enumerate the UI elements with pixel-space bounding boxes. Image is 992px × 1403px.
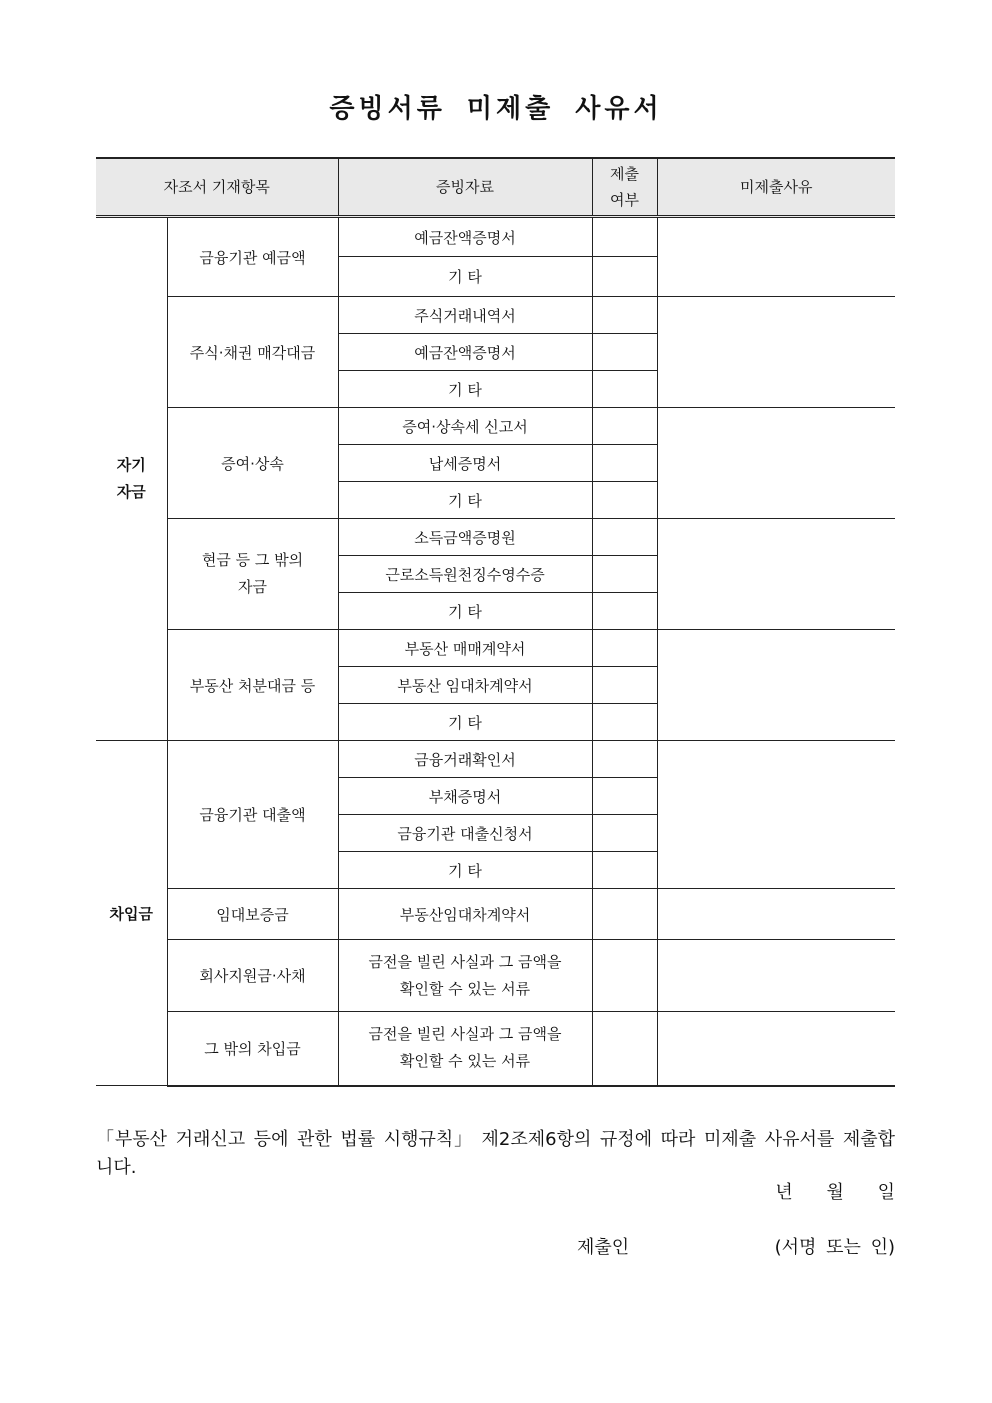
reason-cell[interactable] <box>657 519 895 630</box>
submitted-cell[interactable] <box>592 593 657 630</box>
evidence-table <box>96 157 895 1087</box>
evidence-doc: 주식거래내역서 <box>338 297 592 334</box>
submitted-cell[interactable] <box>592 482 657 519</box>
evidence-doc: 소득금액증명원 <box>338 519 592 556</box>
item-bank-loan: 금융기관 대출액 <box>167 741 338 889</box>
reason-cell[interactable] <box>657 297 895 408</box>
submitter-label: 제출인 <box>577 1237 630 1258</box>
table-header-row <box>96 158 895 217</box>
evidence-doc: 금융기관 대출신청서 <box>338 815 592 852</box>
submitted-cell[interactable] <box>592 940 657 1012</box>
reason-cell[interactable] <box>657 940 895 1012</box>
submitted-cell[interactable] <box>592 445 657 482</box>
header-evidence: 증빙자료 <box>338 158 592 217</box>
evidence-doc: 기 타 <box>338 482 592 519</box>
reason-cell[interactable] <box>657 217 895 297</box>
header-item: 자조서 기재항목 <box>96 158 338 217</box>
submitted-cell[interactable] <box>592 815 657 852</box>
evidence-doc: 부채증명서 <box>338 778 592 815</box>
item-company-support-loan: 회사지원금·사채 <box>167 940 338 1012</box>
item-lease-deposit: 임대보증금 <box>167 889 338 940</box>
submitted-cell[interactable] <box>592 257 657 297</box>
item-cash-other: 현금 등 그 밖의 자금 <box>167 519 338 630</box>
document-title: 증빙서류 미제출 사유서 <box>329 94 663 124</box>
date-line: 년 월 일 <box>775 1182 895 1203</box>
evidence-doc: 금융거래확인서 <box>338 741 592 778</box>
submitted-cell[interactable] <box>592 704 657 741</box>
evidence-doc: 기 타 <box>338 257 592 297</box>
submitted-cell[interactable] <box>592 889 657 940</box>
evidence-doc: 기 타 <box>338 852 592 889</box>
evidence-doc: 부동산임대차계약서 <box>338 889 592 940</box>
evidence-doc: 금전을 빌린 사실과 그 금액을 확인할 수 있는 서류 <box>338 1012 592 1086</box>
reason-cell[interactable] <box>657 408 895 519</box>
submitted-cell[interactable] <box>592 778 657 815</box>
submitted-cell[interactable] <box>592 667 657 704</box>
submitted-cell[interactable] <box>592 297 657 334</box>
signature-label: (서명 또는 인) <box>774 1237 895 1258</box>
submitted-cell[interactable] <box>592 741 657 778</box>
header-submitted: 제출 여부 <box>592 158 657 217</box>
submitted-cell[interactable] <box>592 852 657 889</box>
evidence-doc: 기 타 <box>338 371 592 408</box>
item-bank-deposit: 금융기관 예금액 <box>167 217 338 297</box>
evidence-doc: 금전을 빌린 사실과 그 금액을 확인할 수 있는 서류 <box>338 940 592 1012</box>
item-gift-inheritance: 증여·상속 <box>167 408 338 519</box>
submitted-cell[interactable] <box>592 630 657 667</box>
reason-cell[interactable] <box>657 630 895 741</box>
header-reason: 미제출사유 <box>657 158 895 217</box>
evidence-doc: 기 타 <box>338 704 592 741</box>
evidence-doc: 기 타 <box>338 593 592 630</box>
item-other-borrowing: 그 밖의 차입금 <box>167 1012 338 1086</box>
evidence-doc: 근로소득원천징수영수증 <box>338 556 592 593</box>
submitted-cell[interactable] <box>592 371 657 408</box>
reason-cell[interactable] <box>657 1012 895 1086</box>
evidence-doc: 부동산 매매계약서 <box>338 630 592 667</box>
evidence-doc: 증여·상속세 신고서 <box>338 408 592 445</box>
reason-cell[interactable] <box>657 741 895 889</box>
submitted-cell[interactable] <box>592 1012 657 1086</box>
item-property-sale: 부동산 처분대금 등 <box>167 630 338 741</box>
group-borrowed: 차입금 <box>96 741 167 1086</box>
evidence-doc: 납세증명서 <box>338 445 592 482</box>
evidence-doc: 예금잔액증명서 <box>338 217 592 257</box>
submitted-cell[interactable] <box>592 334 657 371</box>
evidence-doc: 부동산 임대차계약서 <box>338 667 592 704</box>
submitted-cell[interactable] <box>592 217 657 257</box>
item-stock-bond-sale: 주식·채권 매각대금 <box>167 297 338 408</box>
submitted-cell[interactable] <box>592 519 657 556</box>
reason-cell[interactable] <box>657 889 895 940</box>
evidence-doc: 예금잔액증명서 <box>338 334 592 371</box>
submitted-cell[interactable] <box>592 408 657 445</box>
statement-text: 「부동산 거래신고 등에 관한 법률 시행규칙」 제2조제6항의 규정에 따라 미제출 사유서를 제출합니다. <box>96 1129 895 1178</box>
submitted-cell[interactable] <box>592 556 657 593</box>
group-own-funds: 자기 자금 <box>96 217 167 741</box>
